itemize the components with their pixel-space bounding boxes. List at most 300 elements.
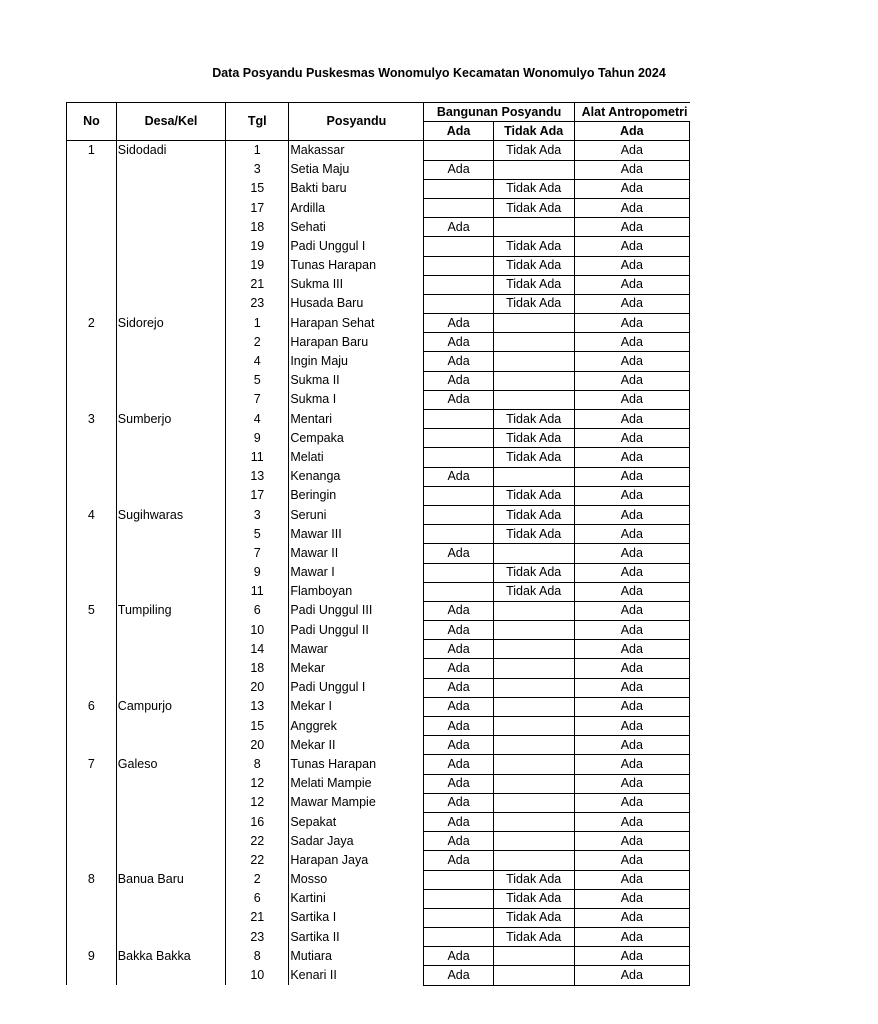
cell-bangunan-ada [424, 889, 493, 908]
table-row [67, 678, 690, 697]
cell-no [67, 908, 117, 927]
cell-alat-ada: Ada [574, 160, 689, 179]
cell-desa: Campurjo [116, 697, 225, 716]
cell-bangunan-ada [424, 486, 493, 505]
cell-no [67, 333, 117, 352]
cell-posyandu: Mosso [289, 870, 424, 889]
table-row [67, 294, 690, 313]
cell-desa [116, 659, 225, 678]
cell-desa [116, 582, 225, 601]
cell-tgl: 4 [226, 352, 289, 371]
cell-alat-ada: Ada [574, 275, 689, 294]
table-row [67, 717, 690, 736]
header-alat-ada: Ada [574, 122, 689, 141]
cell-tgl: 22 [226, 851, 289, 870]
cell-bangunan-ada [424, 410, 493, 429]
cell-bangunan-ada [424, 294, 493, 313]
cell-tgl: 14 [226, 640, 289, 659]
cell-tgl: 6 [226, 601, 289, 620]
cell-posyandu: Sadar Jaya [289, 832, 424, 851]
posyandu-table-viewport[interactable] [66, 102, 690, 983]
cell-desa [116, 793, 225, 812]
cell-posyandu: Beringin [289, 486, 424, 505]
cell-bangunan-tidak-ada [493, 812, 574, 831]
cell-bangunan-tidak-ada [493, 966, 574, 985]
cell-bangunan-ada: Ada [424, 755, 493, 774]
cell-alat-ada: Ada [574, 486, 689, 505]
cell-bangunan-tidak-ada: Tidak Ada [493, 410, 574, 429]
cell-bangunan-ada: Ada [424, 793, 493, 812]
cell-tgl: 9 [226, 429, 289, 448]
cell-desa [116, 774, 225, 793]
cell-tgl: 10 [226, 966, 289, 985]
cell-tgl: 19 [226, 256, 289, 275]
cell-tgl: 1 [226, 314, 289, 333]
cell-posyandu: Mawar III [289, 525, 424, 544]
header-bangunan-ada: Ada [424, 122, 493, 141]
cell-bangunan-tidak-ada [493, 832, 574, 851]
cell-tgl: 7 [226, 390, 289, 409]
table-row [67, 160, 690, 179]
header-posyandu: Posyandu [289, 103, 424, 141]
cell-posyandu: Mentari [289, 410, 424, 429]
cell-bangunan-ada [424, 563, 493, 582]
cell-bangunan-tidak-ada: Tidak Ada [493, 294, 574, 313]
cell-alat-ada: Ada [574, 429, 689, 448]
cell-desa [116, 678, 225, 697]
cell-tgl: 21 [226, 275, 289, 294]
cell-bangunan-tidak-ada [493, 218, 574, 237]
cell-bangunan-ada: Ada [424, 697, 493, 716]
cell-bangunan-tidak-ada: Tidak Ada [493, 256, 574, 275]
cell-desa [116, 160, 225, 179]
header-bangunan-tidak-ada: Tidak Ada [493, 122, 574, 141]
cell-posyandu: Flamboyan [289, 582, 424, 601]
cell-bangunan-tidak-ada [493, 736, 574, 755]
cell-posyandu: Seruni [289, 505, 424, 524]
cell-no: 3 [67, 410, 117, 429]
cell-bangunan-ada: Ada [424, 774, 493, 793]
cell-no: 7 [67, 755, 117, 774]
table-row [67, 198, 690, 217]
cell-posyandu: Harapan Sehat [289, 314, 424, 333]
table-row [67, 697, 690, 716]
cell-tgl: 23 [226, 928, 289, 947]
cell-bangunan-tidak-ada [493, 601, 574, 620]
cell-posyandu: Mawar I [289, 563, 424, 582]
cell-no [67, 352, 117, 371]
table-row [67, 601, 690, 620]
cell-tgl: 20 [226, 678, 289, 697]
cell-tgl: 3 [226, 505, 289, 524]
cell-desa [116, 621, 225, 640]
cell-no [67, 832, 117, 851]
cell-no [67, 889, 117, 908]
cell-bangunan-ada [424, 275, 493, 294]
header-no: No [67, 103, 117, 141]
table-row [67, 659, 690, 678]
cell-tgl: 1 [226, 141, 289, 160]
cell-tgl: 12 [226, 793, 289, 812]
cell-bangunan-ada [424, 179, 493, 198]
cell-bangunan-ada: Ada [424, 717, 493, 736]
cell-alat-ada: Ada [574, 678, 689, 697]
cell-desa [116, 889, 225, 908]
table-row [67, 141, 690, 160]
header-bangunan-posyandu: Bangunan Posyandu [424, 103, 574, 122]
cell-posyandu: Sartika II [289, 928, 424, 947]
cell-tgl: 12 [226, 774, 289, 793]
cell-alat-ada: Ada [574, 832, 689, 851]
cell-no [67, 256, 117, 275]
cell-posyandu: Kartini [289, 889, 424, 908]
cell-bangunan-ada: Ada [424, 314, 493, 333]
cell-tgl: 10 [226, 621, 289, 640]
cell-posyandu: Padi Unggul I [289, 237, 424, 256]
cell-desa: Sidodadi [116, 141, 225, 160]
cell-bangunan-tidak-ada [493, 851, 574, 870]
cell-bangunan-ada [424, 582, 493, 601]
cell-posyandu: Sukma II [289, 371, 424, 390]
table-row [67, 237, 690, 256]
cell-no [67, 812, 117, 831]
cell-desa: Tumpiling [116, 601, 225, 620]
cell-posyandu: Sukma I [289, 390, 424, 409]
cell-no [67, 928, 117, 947]
cell-posyandu: Mekar II [289, 736, 424, 755]
cell-posyandu: Melati Mampie [289, 774, 424, 793]
table-row [67, 928, 690, 947]
cell-posyandu: Kenari II [289, 966, 424, 985]
cell-no [67, 640, 117, 659]
cell-no [67, 486, 117, 505]
cell-posyandu: Ardilla [289, 198, 424, 217]
cell-alat-ada: Ada [574, 505, 689, 524]
table-row [67, 870, 690, 889]
cell-bangunan-ada: Ada [424, 640, 493, 659]
table-row [67, 908, 690, 927]
cell-no [67, 736, 117, 755]
cell-desa [116, 966, 225, 985]
cell-desa [116, 544, 225, 563]
cell-bangunan-tidak-ada [493, 621, 574, 640]
cell-desa [116, 275, 225, 294]
cell-bangunan-tidak-ada: Tidak Ada [493, 448, 574, 467]
table-row [67, 889, 690, 908]
cell-alat-ada: Ada [574, 179, 689, 198]
cell-tgl: 2 [226, 333, 289, 352]
cell-bangunan-ada [424, 237, 493, 256]
cell-bangunan-tidak-ada: Tidak Ada [493, 275, 574, 294]
cell-bangunan-ada: Ada [424, 851, 493, 870]
cell-posyandu: Tunas Harapan [289, 256, 424, 275]
cell-bangunan-tidak-ada: Tidak Ada [493, 505, 574, 524]
cell-alat-ada: Ada [574, 390, 689, 409]
cell-alat-ada: Ada [574, 410, 689, 429]
table-row [67, 467, 690, 486]
cell-desa: Banua Baru [116, 870, 225, 889]
cell-desa [116, 525, 225, 544]
cell-bangunan-tidak-ada: Tidak Ada [493, 486, 574, 505]
cell-alat-ada: Ada [574, 563, 689, 582]
cell-tgl: 3 [226, 160, 289, 179]
cell-no: 6 [67, 697, 117, 716]
cell-tgl: 20 [226, 736, 289, 755]
table-row [67, 275, 690, 294]
cell-tgl: 22 [226, 832, 289, 851]
cell-alat-ada: Ada [574, 448, 689, 467]
cell-no [67, 218, 117, 237]
table-row [67, 505, 690, 524]
cell-tgl: 4 [226, 410, 289, 429]
cell-desa [116, 486, 225, 505]
cell-no: 5 [67, 601, 117, 620]
cell-bangunan-ada [424, 429, 493, 448]
cell-tgl: 2 [226, 870, 289, 889]
cell-tgl: 15 [226, 717, 289, 736]
cell-bangunan-ada [424, 448, 493, 467]
cell-alat-ada: Ada [574, 659, 689, 678]
cell-bangunan-ada: Ada [424, 333, 493, 352]
cell-alat-ada: Ada [574, 966, 689, 985]
cell-alat-ada: Ada [574, 467, 689, 486]
cell-bangunan-ada: Ada [424, 736, 493, 755]
cell-bangunan-tidak-ada [493, 947, 574, 966]
cell-posyandu: Sepakat [289, 812, 424, 831]
cell-bangunan-ada: Ada [424, 812, 493, 831]
cell-posyandu: Setia Maju [289, 160, 424, 179]
cell-no [67, 563, 117, 582]
cell-posyandu: Mawar [289, 640, 424, 659]
cell-bangunan-ada: Ada [424, 659, 493, 678]
cell-bangunan-tidak-ada: Tidak Ada [493, 870, 574, 889]
cell-posyandu: Mawar Mampie [289, 793, 424, 812]
cell-tgl: 7 [226, 544, 289, 563]
cell-alat-ada: Ada [574, 601, 689, 620]
cell-desa [116, 812, 225, 831]
table-row [67, 563, 690, 582]
cell-bangunan-tidak-ada: Tidak Ada [493, 582, 574, 601]
cell-desa [116, 390, 225, 409]
cell-no: 9 [67, 947, 117, 966]
cell-alat-ada: Ada [574, 774, 689, 793]
page-title: Data Posyandu Puskesmas Wonomulyo Kecamatan Wonomulyo Tahun 2024 [212, 66, 666, 80]
cell-posyandu: Kenanga [289, 467, 424, 486]
cell-no [67, 371, 117, 390]
cell-bangunan-tidak-ada [493, 467, 574, 486]
cell-no [67, 717, 117, 736]
cell-tgl: 16 [226, 812, 289, 831]
cell-alat-ada: Ada [574, 294, 689, 313]
cell-posyandu: Makassar [289, 141, 424, 160]
cell-no [67, 525, 117, 544]
cell-bangunan-tidak-ada [493, 793, 574, 812]
cell-bangunan-tidak-ada: Tidak Ada [493, 563, 574, 582]
cell-no: 1 [67, 141, 117, 160]
cell-bangunan-ada: Ada [424, 160, 493, 179]
cell-posyandu: Cempaka [289, 429, 424, 448]
table-row [67, 640, 690, 659]
cell-alat-ada: Ada [574, 640, 689, 659]
cell-alat-ada: Ada [574, 237, 689, 256]
cell-tgl: 21 [226, 908, 289, 927]
table-row [67, 410, 690, 429]
cell-no [67, 179, 117, 198]
table-row [67, 832, 690, 851]
cell-alat-ada: Ada [574, 218, 689, 237]
cell-no [67, 582, 117, 601]
cell-bangunan-tidak-ada: Tidak Ada [493, 237, 574, 256]
table-row [67, 525, 690, 544]
cell-desa: Sumberjo [116, 410, 225, 429]
cell-bangunan-tidak-ada: Tidak Ada [493, 141, 574, 160]
cell-desa [116, 928, 225, 947]
cell-bangunan-tidak-ada [493, 390, 574, 409]
cell-posyandu: Padi Unggul II [289, 621, 424, 640]
cell-alat-ada: Ada [574, 582, 689, 601]
cell-desa [116, 352, 225, 371]
cell-alat-ada: Ada [574, 870, 689, 889]
cell-tgl: 17 [226, 198, 289, 217]
cell-desa [116, 736, 225, 755]
cell-desa [116, 851, 225, 870]
cell-posyandu: Padi Unggul I [289, 678, 424, 697]
cell-bangunan-tidak-ada: Tidak Ada [493, 889, 574, 908]
cell-posyandu: Sehati [289, 218, 424, 237]
cell-alat-ada: Ada [574, 333, 689, 352]
cell-bangunan-tidak-ada [493, 755, 574, 774]
table-row [67, 486, 690, 505]
table-row [67, 256, 690, 275]
cell-no [67, 390, 117, 409]
cell-bangunan-ada: Ada [424, 832, 493, 851]
cell-no [67, 793, 117, 812]
cell-bangunan-ada [424, 198, 493, 217]
table-row [67, 333, 690, 352]
table-row [67, 621, 690, 640]
cell-desa [116, 294, 225, 313]
cell-posyandu: Ingin Maju [289, 352, 424, 371]
cell-desa: Sidorejo [116, 314, 225, 333]
cell-bangunan-ada [424, 928, 493, 947]
cell-no [67, 160, 117, 179]
cell-alat-ada: Ada [574, 544, 689, 563]
cell-bangunan-ada [424, 141, 493, 160]
cell-alat-ada: Ada [574, 717, 689, 736]
cell-bangunan-tidak-ada [493, 333, 574, 352]
cell-bangunan-tidak-ada: Tidak Ada [493, 908, 574, 927]
cell-bangunan-ada: Ada [424, 390, 493, 409]
cell-bangunan-tidak-ada [493, 697, 574, 716]
table-row [67, 755, 690, 774]
cell-alat-ada: Ada [574, 908, 689, 927]
cell-alat-ada: Ada [574, 198, 689, 217]
cell-desa [116, 467, 225, 486]
cell-bangunan-tidak-ada [493, 774, 574, 793]
cell-desa [116, 237, 225, 256]
table-row [67, 314, 690, 333]
cell-bangunan-ada: Ada [424, 947, 493, 966]
table-row [67, 390, 690, 409]
cell-desa [116, 371, 225, 390]
cell-no [67, 198, 117, 217]
cell-bangunan-tidak-ada [493, 544, 574, 563]
cell-alat-ada: Ada [574, 793, 689, 812]
cell-alat-ada: Ada [574, 755, 689, 774]
cell-bangunan-tidak-ada [493, 717, 574, 736]
cell-posyandu: Husada Baru [289, 294, 424, 313]
cell-no [67, 544, 117, 563]
cell-bangunan-tidak-ada [493, 160, 574, 179]
cell-bangunan-tidak-ada [493, 659, 574, 678]
cell-desa [116, 717, 225, 736]
cell-bangunan-ada [424, 908, 493, 927]
header-alat-antropometri: Alat Antropometri [574, 103, 689, 122]
cell-no: 2 [67, 314, 117, 333]
cell-tgl: 18 [226, 218, 289, 237]
cell-desa: Sugihwaras [116, 505, 225, 524]
cell-posyandu: Bakti baru [289, 179, 424, 198]
cell-no [67, 678, 117, 697]
cell-bangunan-ada: Ada [424, 966, 493, 985]
cell-desa [116, 908, 225, 927]
cell-posyandu: Tunas Harapan [289, 755, 424, 774]
cell-bangunan-ada: Ada [424, 678, 493, 697]
cell-bangunan-ada [424, 525, 493, 544]
table-row [67, 851, 690, 870]
cell-bangunan-ada: Ada [424, 601, 493, 620]
cell-bangunan-tidak-ada [493, 640, 574, 659]
cell-alat-ada: Ada [574, 371, 689, 390]
cell-tgl: 18 [226, 659, 289, 678]
cell-tgl: 9 [226, 563, 289, 582]
cell-tgl: 8 [226, 755, 289, 774]
cell-desa [116, 429, 225, 448]
cell-alat-ada: Ada [574, 889, 689, 908]
table-row [67, 736, 690, 755]
header-tgl: Tgl [226, 103, 289, 141]
cell-bangunan-ada [424, 256, 493, 275]
cell-tgl: 5 [226, 525, 289, 544]
cell-desa [116, 198, 225, 217]
cell-alat-ada: Ada [574, 947, 689, 966]
cell-no: 8 [67, 870, 117, 889]
cell-tgl: 11 [226, 448, 289, 467]
cell-tgl: 8 [226, 947, 289, 966]
cell-bangunan-ada [424, 870, 493, 889]
cell-tgl: 5 [226, 371, 289, 390]
cell-no [67, 448, 117, 467]
cell-bangunan-ada: Ada [424, 352, 493, 371]
cell-posyandu: Padi Unggul III [289, 601, 424, 620]
cell-desa [116, 832, 225, 851]
cell-posyandu: Mekar [289, 659, 424, 678]
header-desa: Desa/Kel [116, 103, 225, 141]
cell-desa [116, 640, 225, 659]
cell-bangunan-ada [424, 505, 493, 524]
cell-posyandu: Sukma III [289, 275, 424, 294]
cell-desa [116, 448, 225, 467]
cell-bangunan-tidak-ada [493, 371, 574, 390]
table-row [67, 371, 690, 390]
table-row [67, 947, 690, 966]
table-row [67, 774, 690, 793]
cell-bangunan-ada: Ada [424, 218, 493, 237]
cell-bangunan-tidak-ada: Tidak Ada [493, 525, 574, 544]
cell-tgl: 13 [226, 697, 289, 716]
cell-bangunan-tidak-ada: Tidak Ada [493, 429, 574, 448]
table-body [67, 141, 690, 985]
